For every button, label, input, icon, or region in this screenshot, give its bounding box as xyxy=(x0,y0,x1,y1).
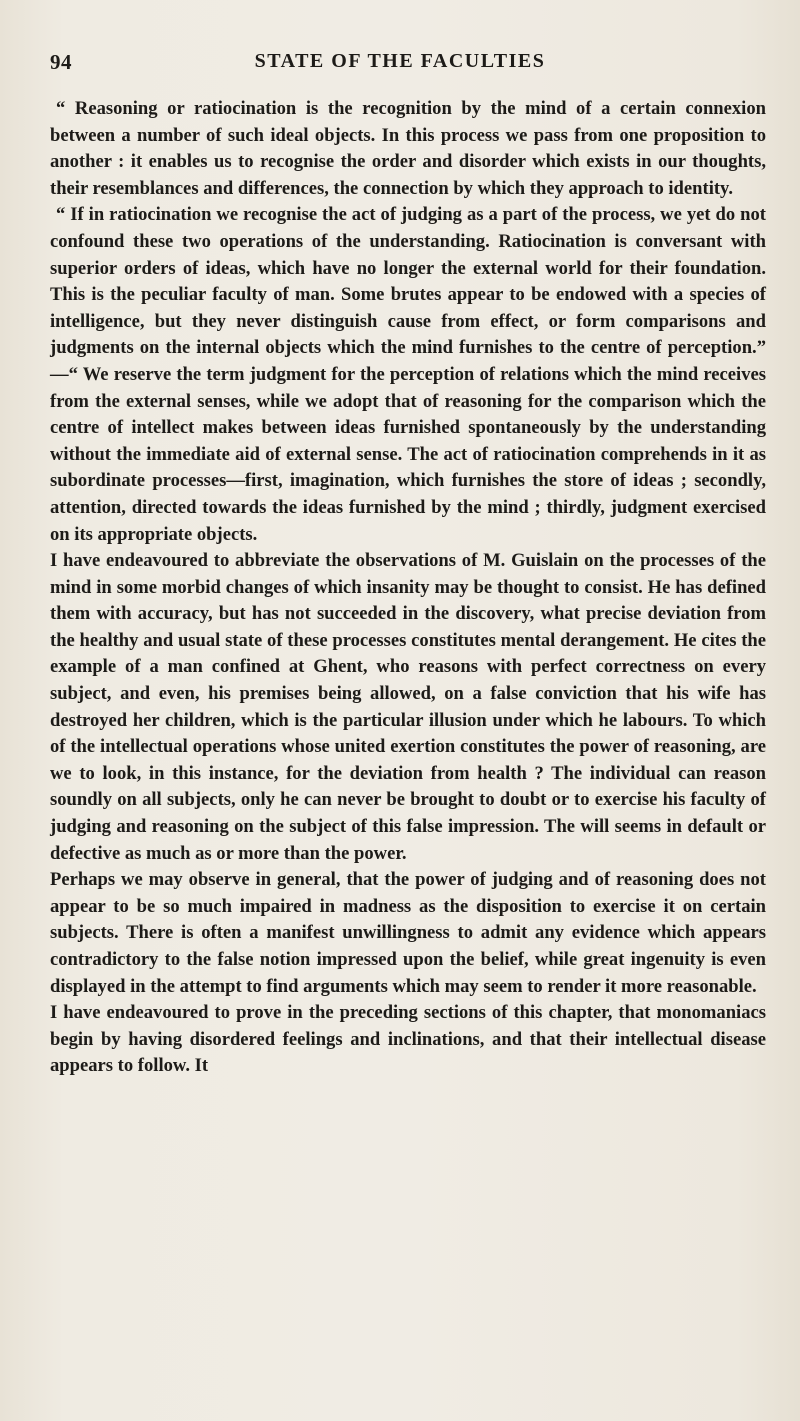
running-title: STATE OF THE FACULTIES xyxy=(254,50,546,72)
paragraph-3: I have endeavoured to abbreviate the observations of M. Guislain on the processes of the mind in some morbid changes of which insanity may be thought to consist. He has defined them with accuracy, but has not succeeded in the discovery, what precise deviation from the healthy and usual state of these processes constitutes mental derangement. He cites the example of a man confined at Ghent, who reasons with perfect correctness on every subject, and even, his premises being allowed, on a false conviction that his wife has destroyed her children, which is the particular illusion under which he labours. To which of the intellectual operations whose united exertion constitutes the power of reasoning, are we to look, in this instance, for the deviation from health ? The individual can reason soundly on all subjects, only he can never be brought to doubt or to exercise his faculty of judging and reasoning on the subject of this false impression. The will seems in default or defective as much as or more than the power. xyxy=(50,550,766,864)
paragraph-1: “ Reasoning or ratiocination is the recognition by the mind of a certain connexion between a number of such ideal objects. In this process we pass from one proposition to another : it enables us to recognise the order and disorder which exists in our thoughts, their resemblances and differences, the connection by which they approach to identity. xyxy=(50,98,766,199)
page-number: 94 xyxy=(50,50,72,74)
page-header xyxy=(0,50,800,80)
paragraph-5: I have endeavoured to prove in the preceding sections of this chapter, that monomaniacs begin by having disordered feelings and inclinations, and that their intellectual disease appears to follow. It xyxy=(50,1002,766,1077)
paragraph-2: “ If in ratiocination we recognise the act of judging as a part of the process, we yet do not confound these two operations of the understanding. Ratiocination is conversant with superior orders of ideas, which have no longer the external world for their foundation. This is the peculiar faculty of man. Some brutes appear to be endowed with a species of intelligence, but they never distinguish cause from effect, or form comparisons and judgments on the internal objects which the mind furnishes to the centre of perception.” —“ We reserve the term judgment for the perception of relations which the mind receives from the external senses, while we adopt that of reasoning for the comparison which the centre of intellect makes between ideas furnished spontaneously by the understanding without the immediate aid of external sense. The act of ratiocination comprehends in it as subordinate processes—first, imagination, which furnishes the store of ideas ; secondly, attention, directed towards the ideas furnished by the mind ; thirdly, judgment exercised on its appropriate objects. xyxy=(50,204,766,545)
paragraph-4: Perhaps we may observe in general, that the power of judging and of reasoning does not appear to be so much impaired in madness as the disposition to exercise it on certain subjects. There is often a manifest unwillingness to admit any evidence which appears contradictory to the false notion impressed upon the belief, while great ingenuity is even displayed in the attempt to find arguments which may seem to render it more reasonable. xyxy=(50,869,766,997)
body-text xyxy=(50,96,766,1080)
